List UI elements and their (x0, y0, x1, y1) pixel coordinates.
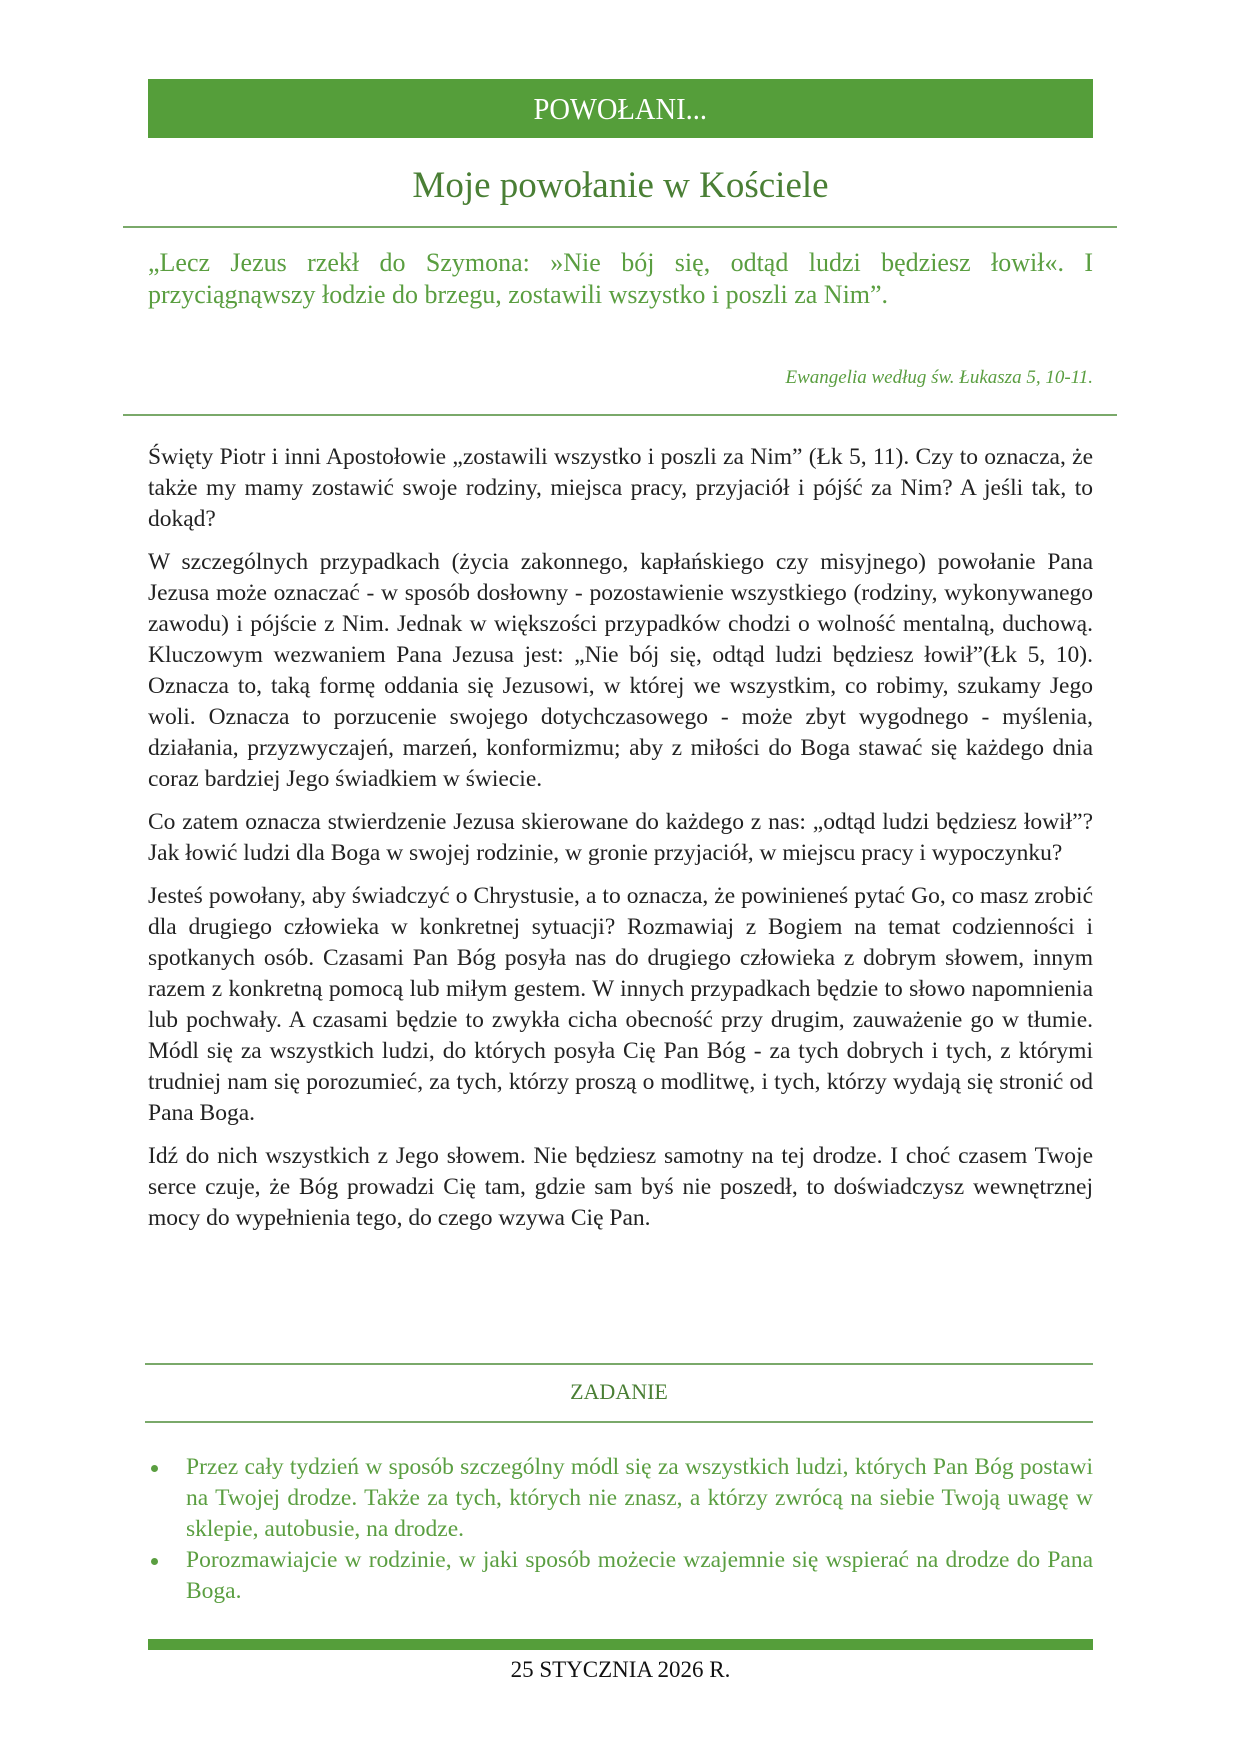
article-body (148, 442, 1093, 1246)
page-title: Moje powołanie w Kościele (412, 165, 829, 206)
task-item-text: Porozmawiajcie w rodzinie, w jaki sposób możecie wzajemnie się wspierać na drodze do Pana Boga. (186, 1547, 1093, 1604)
body-paragraph: Święty Piotr i inni Apostołowie „zostawili wszystko i poszli za Nim” (Łk 5, 11). Czy to oznacza, że także my mamy zostawić swoje rodziny, miejsca pracy, przyjaciół i pójść za Nim? A jeśli tak, to dokąd? (148, 444, 1093, 532)
body-paragraph: Co zatem oznacza stwierdzenie Jezusa skierowane do każdego z nas: „odtąd ludzi będziesz łowił”? Jak łowić ludzi dla Boga w swojej rodzinie, w gronie przyjaciół, w miejscu pracy i wypoczynku? (148, 809, 1093, 866)
scripture-quote: „Lecz Jezus rzekł do Szymona: »Nie bój się, odtąd ludzi będziesz łowił«. I przyciągnąwszy łodzie do brzegu, zostawili wszystko i poszli za Nim”. (148, 248, 1093, 309)
task-item-text: Przez cały tydzień w sposób szczególny módl się za wszystkich ludzi, których Pan Bóg postawi na Twojej drodze. Także za tych, których nie znasz, a którzy zwrócą na siebie Twoją uwagę w sklepie, autobusie, na drodze. (186, 1454, 1093, 1542)
footer-bar (148, 1639, 1093, 1650)
bullet-icon (151, 1558, 158, 1565)
bullet-icon (151, 1465, 158, 1472)
task-heading: ZADANIE (570, 1379, 668, 1404)
body-paragraph: Jesteś powołany, aby świadczyć o Chrystusie, a to oznacza, że powinieneś pytać Go, co masz zrobić dla drugiego człowieka w konkretnej sytuacji? Rozmawiaj z Bogiem na temat codzienności i spotkanych osób. Czasami Pan Bóg posyła nas do drugiego człowieka z dobrym słowem, innym razem z konkretną pomocą lub miłym gestem. W innych przypadkach będzie to słowo napomnienia lub pochwały. A czasami będzie to zwykła cicha obecność przy drugim, zauważenie go w tłumie. Módl się za wszystkich ludzi, do których posyła Cię Pan Bóg - za tych dobrych i tych, z którymi trudniej nam się porozumieć, za tych, którzy proszą o modlitwę, i tych, którzy wydają się stronić od Pana Boga. (148, 883, 1093, 1126)
divider-task-top (145, 1363, 1093, 1365)
body-paragraph: W szczególnych przypadkach (życia zakonnego, kapłańskiego czy misyjnego) powołanie Pana Jezusa może oznaczać - w sposób dosłowny - pozostawienie wszystkiego (rodziny, wykonywanego zawodu) i pójście z Nim. Jednak w większości przypadków chodzi o wolność mentalną, duchową. Kluczowym wezwaniem Pana Jezusa jest: „Nie bój się, odtąd ludzi będziesz łowił”(Łk 5, 10). Oznacza to, taką formę oddania się Jezusowi, w której we wszystkim, co robimy, szukamy Jego woli. Oznacza to porzucenie swojego dotychczasowego - może zbyt wygodnego - myślenia, działania, przyzwyczajeń, marzeń, konformizmu; aby z miłości do Boga stawać się każdego dnia coraz bardziej Jego świadkiem w świecie. (148, 549, 1093, 792)
header-banner (148, 79, 1093, 138)
divider-quote-bottom (123, 414, 1117, 416)
banner-title: POWOŁANI... (533, 90, 708, 126)
task-item (148, 1452, 1093, 1545)
task-list (148, 1452, 1093, 1607)
task-item (148, 1545, 1093, 1607)
body-paragraph: Idź do nich wszystkich z Jego słowem. Nie będziesz samotny na tej drodze. I choć czasem Twoje serce czuje, że Bóg prowadzi Cię tam, gdzie sam byś nie poszedł, to doświadczysz wewnętrznej mocy do wypełnienia tego, do czego wzywa Cię Pan. (148, 1143, 1093, 1231)
divider-task-bottom (145, 1421, 1093, 1423)
footer-date: 25 STYCZNIA 2026 R. (510, 1657, 731, 1682)
divider-top (123, 226, 1117, 228)
scripture-citation: Ewangelia według św. Łukasza 5, 10-11. (785, 367, 1093, 388)
